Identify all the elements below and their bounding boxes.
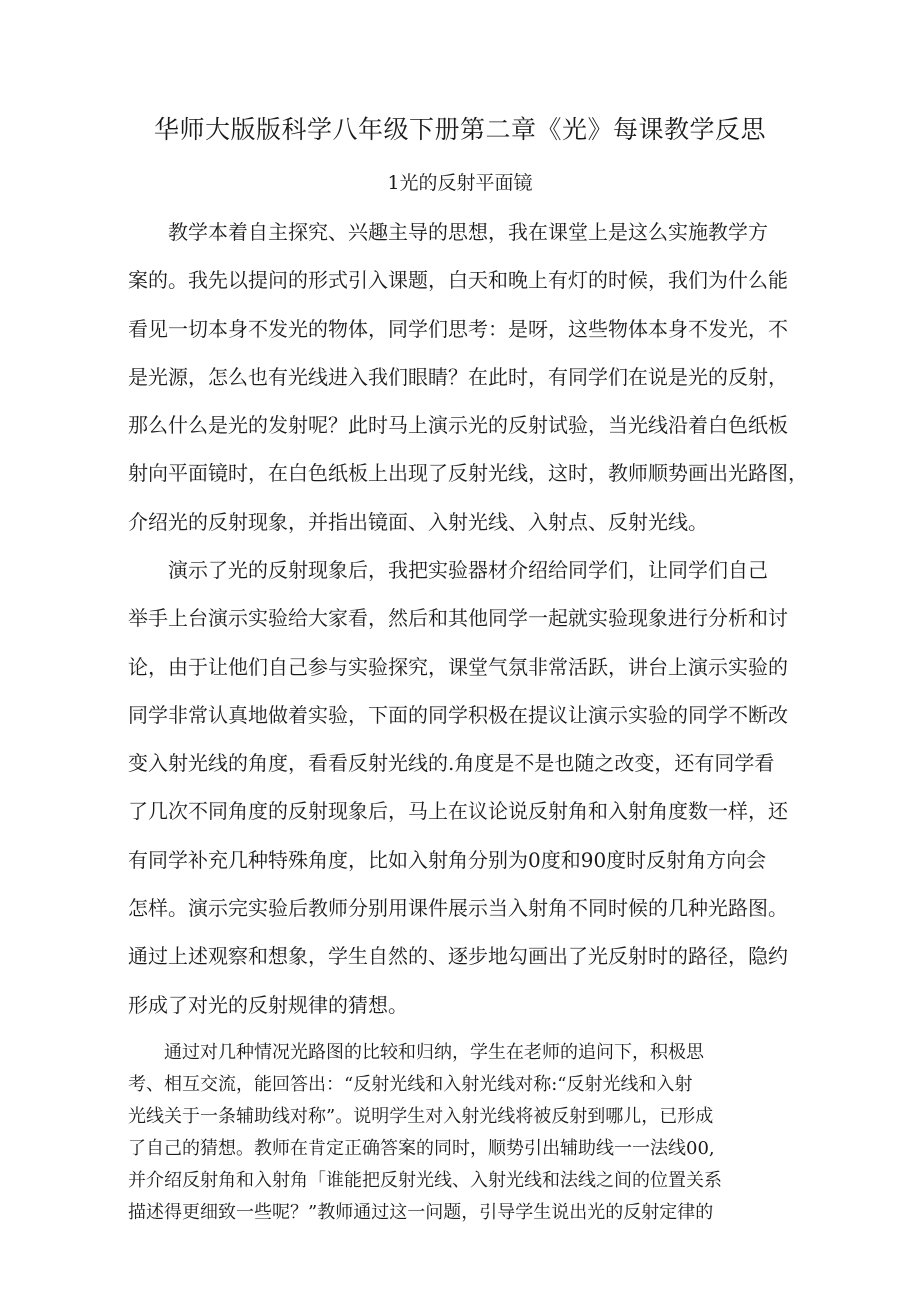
document-title: 华师大版版科学八年级下册第二章《光》每课教学反思 [153, 115, 766, 144]
paragraph-line: 同学非常认真地做着实验，下面的同学积极在提议让演示实验的同学不断改 [128, 702, 788, 727]
paragraph-line: 怎样。演示完实验后教师分别用课件展示当入射角不同时候的几种光路图。 [128, 896, 788, 921]
paragraph-line: 论，由于让他们自己参与实验探究，课堂气氛非常活跃，讲台上演示实验的 [128, 654, 788, 679]
paragraph-line: 案的。我先以提问的形式引入课题，白天和晚上有灯的时候，我们为什么能 [128, 268, 788, 293]
paragraph-line: 有同学补充几种特殊角度，比如入射角分别为0度和90度时反射角方向会 [128, 847, 767, 872]
paragraph-line: 通过上述观察和想象，学生自然的、逐步地勾画出了光反射时的路径，隐约 [128, 944, 788, 969]
paragraph-line: 那么什么是光的发射呢？此时马上演示光的反射试验，当光线沿着白色纸板 [128, 413, 788, 438]
paragraph-line: 演示了光的反射现象后，我把实验器材介绍给同学们，让同学们自己 [128, 558, 768, 582]
paragraph-line: 射向平面镜时，在白色纸板上出现了反射光线，这时，教师顺势画出光路图， [128, 461, 808, 486]
paragraph-line: 介绍光的反射现象，并指出镜面、入射光线、入射点、反射光线。 [128, 509, 708, 534]
paragraph-line: 考、相互交流，能回答出：“反射光线和入射光线对称:“反射光线和入射 [128, 1074, 693, 1095]
paragraph-line: 变入射光线的角度，看看反射光线的.角度是不是也随之改变，还有同学看 [128, 751, 775, 776]
paragraph-line: 形成了对光的反射规律的猜想。 [128, 992, 408, 1017]
paragraph-demonstration [128, 546, 808, 1029]
paragraph-line: 看见一切本身不发光的物体，同学们思考：是呀，这些物体本身不发光，不 [128, 316, 788, 341]
paragraph-line: 了几次不同角度的反射现象后，马上在议论说反射角和入射角度数一样，还 [128, 799, 788, 824]
paragraph-summary [128, 1037, 808, 1229]
paragraph-line: 是光源，怎么也有光线进入我们眼睛？在此时，有同学们在说是光的反射， [128, 364, 788, 389]
paragraph-intro [128, 208, 808, 546]
paragraph-line: 光线关于一条辅助线对称”。说明学生对入射光线将被反射到哪儿，已形成 [128, 1106, 714, 1127]
paragraph-line: 描述得更细致一些呢？”教师通过这一问题，引导学生说出光的反射定律的 [128, 1202, 714, 1223]
paragraph-line: 教学本着自主探究、兴趣主导的思想，我在课堂上是这么实施教学方 [128, 220, 768, 244]
paragraph-line: 通过对几种情况光路图的比较和归纳，学生在老师的追问下，积极思 [128, 1042, 704, 1063]
paragraph-line: 并介绍反射角和入射角「谁能把反射光线、入射光线和法线之间的位置关系 [128, 1170, 722, 1191]
section-title: 1光的反射平面镜 [387, 172, 533, 194]
paragraph-line: 了自己的猜想。教师在肯定正确答案的同时，顺势引出辅助线一一法线00, [128, 1138, 715, 1159]
paragraph-line: 举手上台演示实验给大家看，然后和其他同学一起就实验现象进行分析和讨 [128, 606, 788, 631]
